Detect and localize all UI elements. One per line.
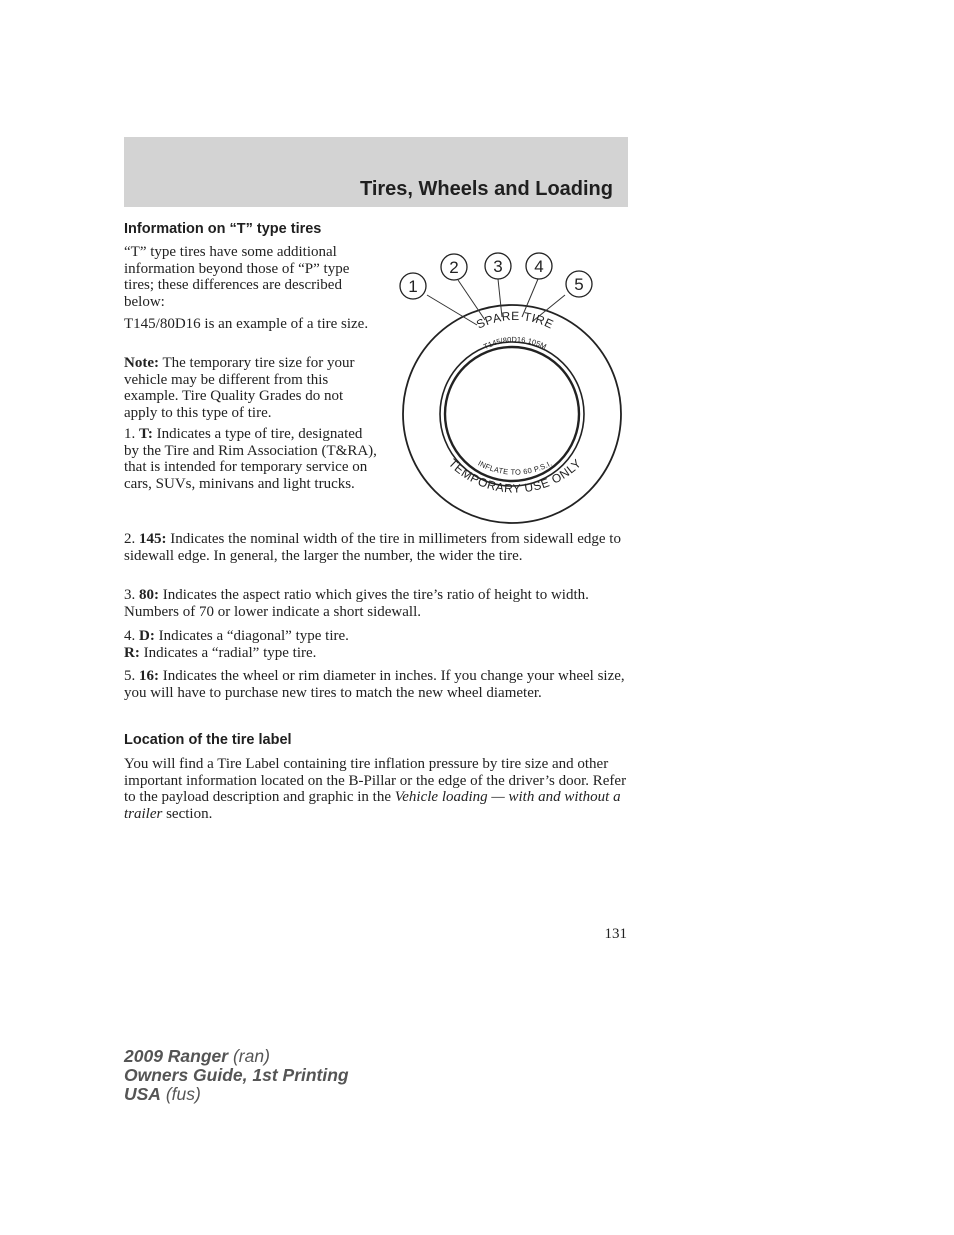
- tire-diagram: [395, 245, 635, 530]
- sidewall-text-size: T145/80D16 105M: [482, 334, 548, 352]
- sidewall-text-temporary: TEMPORARY USE ONLY: [445, 456, 585, 496]
- sidewall-text-inflate: INFLATE TO 60 P.S.I.: [476, 458, 554, 477]
- list-item: 2. 145: Indicates the nominal width of the tire in millimeters from sidewall edge to sidewall edge. In general, the larger the number, the wider the tire.: [124, 531, 621, 564]
- callout-label: 1: [408, 277, 418, 296]
- header-band: [124, 137, 628, 207]
- note-text: The temporary tire size for your vehicle may be different from this example. Tire Quality Grades do not apply to this type of tire.: [124, 355, 355, 421]
- item-term: 145:: [139, 531, 167, 547]
- section-title: Tires, Wheels and Loading: [359, 178, 613, 200]
- item-term: 16:: [139, 668, 159, 684]
- callout-label: 3: [493, 257, 503, 276]
- callout-label: 4: [534, 257, 544, 276]
- section-reference: Vehicle loading — with and without a trailer: [124, 789, 621, 822]
- item-term: D:: [139, 628, 155, 644]
- note-label: Note:: [124, 355, 159, 371]
- leader-line: [427, 295, 477, 325]
- page-number: 131: [604, 926, 627, 942]
- callout-label: 5: [574, 275, 584, 294]
- tire-label-paragraph: You will find a Tire Label containing tire inflation pressure by tire size and other important information located on the B-Pillar or the edge of the driver’s door. Refer to the payload description and graphic in the Vehicle loading — with and without a trailer section.: [124, 756, 627, 822]
- footer-print-info: 2009 Ranger (ran) Owners Guide, 1st Printing USA (fus): [124, 1046, 349, 1104]
- tire-sidewall-figure: [395, 245, 635, 530]
- item-term: T:: [139, 426, 153, 442]
- callout-label: 2: [449, 258, 459, 277]
- item-term: R:: [124, 644, 140, 661]
- leader-line: [458, 280, 485, 320]
- note-paragraph: [124, 355, 379, 421]
- rim-inner-circle: [445, 347, 579, 481]
- list-item: 3. 80: Indicates the aspect ratio which gives the tire’s ratio of height to width. Numbers of 70 or lower indicate a short sidewall.: [124, 587, 589, 620]
- list-item: 1. T: Indicates a type of tire, designated by the Tire and Rim Association (T&RA), that is intended for temporary service on cars, SUVs, minivans and light trucks.: [124, 426, 377, 492]
- example-paragraph: T145/80D16 is an example of a tire size.: [124, 316, 369, 332]
- list-item: 4. D: Indicates a “diagonal” type tire. R: Indicates a “radial” type tire.: [124, 628, 349, 661]
- heading-t-type-tires: Information on “T” type tires: [124, 221, 322, 237]
- heading-tire-label-location: Location of the tire label: [124, 732, 292, 748]
- list-item: 5. 16: Indicates the wheel or rim diameter in inches. If you change your wheel size, you will have to purchase new tires to match the new wheel diameter.: [124, 668, 625, 701]
- sidewall-text-spare-tire: SPARE TIRE: [474, 308, 556, 332]
- item-term: 80:: [139, 587, 159, 603]
- intro-paragraph: “T” type tires have some additional information beyond those of “P” type tires; these differences are described below:: [124, 244, 350, 310]
